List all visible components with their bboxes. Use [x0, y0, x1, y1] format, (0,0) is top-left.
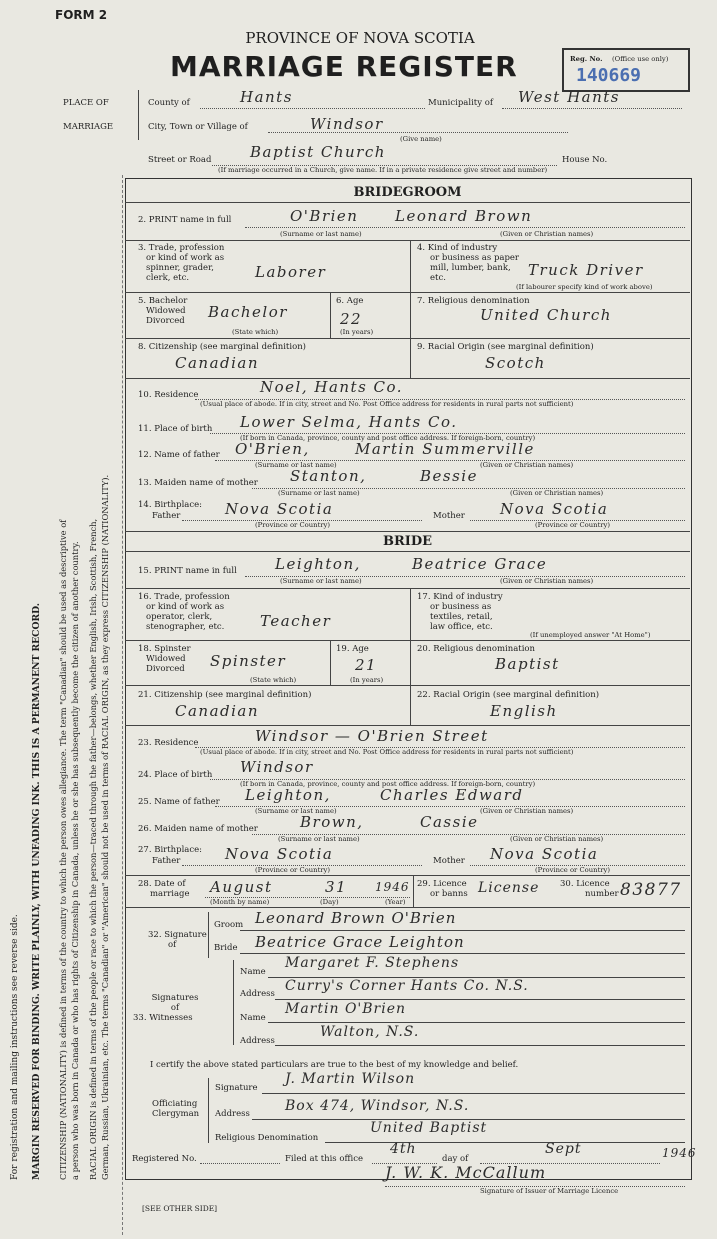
bride-citizenship-label: 21. Citizenship (see marginal definition): [138, 690, 312, 700]
rule: [125, 378, 690, 379]
rule: [240, 953, 685, 954]
groom-mother-birthplace: Nova Scotia: [500, 500, 609, 518]
bride-birth-note: (If born in Canada, province, county and post office address. If foreign-born, country): [240, 780, 536, 788]
county-value: Hants: [240, 88, 293, 106]
issuer-caption: Signature of Issuer of Marriage Licence: [480, 1187, 619, 1195]
bride-birthplace-label: 27. Birthplace:: [138, 845, 203, 855]
bride-birth-label: 24. Place of birth: [138, 770, 213, 780]
bride-father-surname: Leighton,: [245, 786, 331, 804]
municipality-value: West Hants: [518, 88, 620, 106]
bride-industry-label-4: law office, etc.: [430, 622, 493, 632]
form-label: FORM 2: [55, 8, 108, 22]
groom-industry-label-2: or business as paper: [430, 253, 519, 263]
groom-mother-surname-caption: (Surname or last name): [278, 489, 360, 497]
bride-mother-given-caption: (Given or Christian names): [510, 835, 604, 843]
bride-residence-note: (Usual place of abode. If in city, street and No. Post Office address for residents in rural parts not sufficient): [200, 748, 574, 756]
rule: [275, 1045, 685, 1046]
groom-name-label: 2. PRINT name in full: [138, 215, 232, 225]
municipality-line: [502, 108, 682, 109]
bride-religion-label: 20. Religious denomination: [417, 644, 536, 654]
reg-note: (Office use only): [612, 55, 669, 63]
bride-surname: Leighton,: [275, 555, 361, 573]
bride-trade-label-2: or kind of work as: [146, 602, 225, 612]
bride-residence: Windsor — O'Brien Street: [255, 727, 489, 745]
bride-trade-label-1: 16. Trade, profession: [138, 592, 230, 602]
rule: [208, 912, 209, 958]
groom-sig-label: Groom: [214, 920, 244, 930]
groom-surname-caption: (Surname or last name): [280, 230, 362, 238]
groom-industry-label-4: etc.: [430, 273, 446, 283]
rule: [268, 1022, 685, 1023]
rule: [125, 725, 690, 726]
rule: [125, 338, 690, 339]
filed-day: 4th: [390, 1141, 417, 1157]
groom-mother-label: 13. Maiden name of mother: [138, 478, 258, 488]
w2-address-label: Address: [240, 1036, 275, 1046]
rule: [233, 960, 234, 1045]
rule: [325, 1142, 685, 1143]
groom-father-given: Martin Summerville: [355, 440, 535, 458]
bride-mother-surname-caption: (Surname or last name): [278, 835, 360, 843]
binding-margin-line: [122, 175, 123, 1235]
w2-name-label: Name: [240, 1013, 266, 1023]
margin-line-2: MARGIN RESERVED FOR BINDING. WRITE PLAINLY, WITH UNFADING INK. THIS IS A PERMANENT RECORD.: [31, 603, 42, 1180]
rule: [125, 551, 690, 552]
rule: [208, 1078, 209, 1143]
groom-surname: O'Brien: [290, 207, 359, 225]
rule: [262, 1093, 685, 1094]
clergy-label-2: Clergyman: [152, 1109, 200, 1119]
groom-citizenship: Canadian: [175, 354, 260, 372]
sig-label-2: of: [168, 940, 177, 950]
rule: [125, 685, 690, 686]
licence-number: 83877: [620, 880, 682, 900]
clergy-signature: J. Martin Wilson: [285, 1071, 416, 1087]
margin-line-5: RACIAL ORIGIN is defined in terms of the people or race to which the person—traced through the father—belongs, whether English, Irish, Scottish, French,: [88, 518, 98, 1180]
groom-birth-label: 11. Place of birth: [138, 424, 213, 434]
groom-age-label: 6. Age: [336, 296, 364, 306]
licence-label-1: 29. Licence: [417, 879, 467, 889]
bride-age-label: 19. Age: [336, 644, 369, 654]
city-label: City, Town or Village of: [148, 122, 248, 132]
groom-trade: Laborer: [255, 263, 327, 281]
see-other-side: [SEE OTHER SIDE]: [142, 1204, 218, 1213]
year-caption: (Year): [385, 898, 406, 906]
groom-mother-bp-caption: (Province or Country): [535, 521, 610, 529]
bride-citizenship: Canadian: [175, 702, 260, 720]
groom-industry-label-3: mill, lumber, bank,: [430, 263, 511, 273]
rule: [410, 292, 411, 338]
bride-status-label-1: 18. Spinster: [138, 644, 191, 654]
registered-label: Registered No.: [132, 1154, 197, 1164]
groom-father-bp-caption: (Province or Country): [255, 521, 330, 529]
licence-type: License: [478, 880, 540, 896]
house-no-label: House No.: [562, 155, 608, 165]
date-label-2: marriage: [150, 889, 190, 899]
rule: [413, 875, 414, 907]
rule: [240, 930, 685, 931]
licence-number-label-1: 30. Licence: [560, 879, 610, 889]
licence-label-2: or banns: [430, 889, 468, 899]
rule: [125, 240, 690, 241]
groom-father-surname-caption: (Surname or last name): [255, 461, 337, 469]
groom-mother-surname: Stanton,: [290, 467, 367, 485]
rule: [125, 202, 690, 203]
place-label-2: MARRIAGE: [63, 122, 114, 132]
bride-given-caption: (Given or Christian names): [500, 577, 594, 585]
bride-age: 21: [355, 656, 378, 674]
city-value: Windsor: [310, 115, 384, 133]
groom-given: Leonard Brown: [395, 207, 533, 225]
province-heading: PROVINCE OF NOVA SCOTIA: [245, 29, 475, 47]
certify-statement: I certify the above stated particulars are true to the best of my knowledge and belief.: [150, 1060, 519, 1070]
rule: [330, 640, 331, 685]
bride-trade-label-3: operator, clerk,: [146, 612, 213, 622]
witness1-name: Margaret F. Stephens: [285, 955, 460, 971]
rule: [125, 292, 690, 293]
county-line: [200, 108, 425, 109]
rule: [245, 227, 685, 228]
denomination-label: Religious Denomination: [215, 1133, 319, 1143]
rule: [410, 240, 411, 292]
groom-residence-note: (Usual place of abode. If in city, street and No. Post Office address for residents in rural parts not sufficient): [200, 400, 574, 408]
groom-racial: Scotch: [485, 354, 546, 372]
w1-address-label: Address: [240, 989, 275, 999]
municipality-label: Municipality of: [428, 98, 493, 108]
groom-state-which: (State which): [232, 328, 279, 336]
bride-name-label: 15. PRINT name in full: [138, 566, 237, 576]
bride-in-years: (In years): [350, 676, 384, 684]
groom-birth-note: (If born in Canada, province, county and post office address. If foreign-born, country): [240, 434, 536, 442]
bride-surname-caption: (Surname or last name): [280, 577, 362, 585]
bride-racial-label: 22. Racial Origin (see marginal definition): [417, 690, 600, 700]
bride-father-bp-caption: (Province or Country): [255, 866, 330, 874]
bride-signature: Beatrice Grace Leighton: [255, 933, 465, 951]
groom-industry-label-1: 4. Kind of industry: [417, 243, 498, 253]
bride-mother-birthplace: Nova Scotia: [490, 845, 599, 863]
rule: [125, 875, 690, 876]
bride-father-bp-label: Father: [152, 856, 181, 866]
bride-given: Beatrice Grace: [412, 555, 548, 573]
sig-label-1: 32. Signature: [148, 930, 207, 940]
bride-mother-given: Cassie: [420, 813, 479, 831]
rule: [410, 338, 411, 378]
clergy-sig-label: Signature: [215, 1083, 258, 1093]
day-of-label: day of: [442, 1154, 469, 1164]
groom-father-bp-label: Father: [152, 511, 181, 521]
rule: [125, 907, 690, 908]
bride-racial: English: [490, 702, 558, 720]
date-label-1: 28. Date of: [138, 879, 186, 889]
groom-residence: Noel, Hants Co.: [260, 378, 404, 396]
rule: [410, 640, 411, 685]
bride-father-label: 25. Name of father: [138, 797, 220, 807]
reg-label: Reg. No.: [570, 55, 603, 63]
groom-birth: Lower Selma, Hants Co.: [240, 413, 458, 431]
groom-father-surname: O'Brien,: [235, 440, 310, 458]
month-caption: (Month by name): [210, 898, 270, 906]
witness1-address: Curry's Corner Hants Co. N.S.: [285, 978, 529, 994]
margin-line-4: a person who was born in Canada or who has rights of Citizenship in Canada, unless he or she has subsequently become the citizen of another country.: [70, 541, 80, 1180]
bride-mother-bp-caption: (Province or Country): [535, 866, 610, 874]
groom-status-label-2: Widowed: [146, 306, 186, 316]
bride-mother-surname: Brown,: [300, 813, 364, 831]
marriage-day: 31: [325, 878, 348, 896]
bride-residence-label: 23. Residence: [138, 738, 199, 748]
groom-signature: Leonard Brown O'Brien: [255, 909, 457, 927]
clergy-address: Box 474, Windsor, N.S.: [285, 1098, 470, 1114]
groom-father-given-caption: (Given or Christian names): [480, 461, 574, 469]
groom-father-birthplace: Nova Scotia: [225, 500, 334, 518]
groom-trade-label-4: clerk, etc.: [146, 273, 190, 283]
page-title: MARRIAGE REGISTER: [170, 50, 518, 83]
rule: [200, 1163, 280, 1164]
groom-trade-label-1: 3. Trade, profession: [138, 243, 225, 253]
bride-birth: Windsor: [240, 758, 314, 776]
reg-number-box: [562, 48, 690, 92]
bride-industry-label-2: or business as: [430, 602, 492, 612]
witness-label-3: 33. Witnesses: [133, 1013, 193, 1023]
groom-mother-given-caption: (Given or Christian names): [510, 489, 604, 497]
w1-name-label: Name: [240, 967, 266, 977]
marriage-year: 1946: [375, 880, 410, 894]
rule: [330, 292, 331, 338]
bride-status-label-3: Divorced: [146, 664, 185, 674]
bride-trade: Teacher: [260, 612, 332, 630]
witness2-name: Martin O'Brien: [285, 1001, 407, 1017]
groom-status-label-1: 5. Bachelor: [138, 296, 188, 306]
clergy-denomination: United Baptist: [370, 1120, 488, 1136]
bride-heading: BRIDE: [382, 534, 433, 549]
witness2-address: Walton, N.S.: [320, 1024, 420, 1040]
filed-year: 1946: [662, 1146, 697, 1160]
bride-industry-note: (If unemployed answer "At Home"): [530, 631, 651, 639]
place-bracket: [138, 90, 139, 140]
groom-religion-label: 7. Religious denomination: [417, 296, 530, 306]
bride-mother-bp-label: Mother: [433, 856, 465, 866]
groom-industry-note: (If labourer specify kind of work above): [516, 283, 653, 291]
groom-residence-label: 10. Residence: [138, 390, 199, 400]
bride-trade-label-4: stenographer, etc.: [146, 622, 225, 632]
witness-label-2: of: [170, 1003, 180, 1013]
groom-father-label: 12. Name of father: [138, 450, 220, 460]
filed-label: Filed at this office: [285, 1154, 364, 1164]
groom-age: 22: [340, 310, 363, 328]
bride-father-birthplace: Nova Scotia: [225, 845, 334, 863]
groom-status-label-3: Divorced: [146, 316, 185, 326]
witness-label-1: Signatures: [151, 993, 199, 1003]
street-note: (If marriage occurred in a Church, give name. If in a private residence give street and number): [218, 166, 548, 174]
bride-status-label-2: Widowed: [146, 654, 186, 664]
county-label: County of: [148, 98, 190, 108]
street-value: Baptist Church: [250, 143, 386, 161]
groom-mother-given: Bessie: [420, 467, 478, 485]
bride-father-surname-caption: (Surname or last name): [255, 807, 337, 815]
groom-trade-label-2: or kind of work as: [146, 253, 225, 263]
groom-given-caption: (Given or Christian names): [500, 230, 594, 238]
bride-sig-label: Bride: [214, 943, 238, 953]
place-label-1: PLACE OF: [63, 98, 109, 108]
clergy-label-1: Officiating: [152, 1099, 198, 1109]
bride-industry-label-3: textiles, retail,: [430, 612, 493, 622]
groom-status: Bachelor: [208, 303, 288, 321]
margin-line-6: German, Russian, Ukrainian, etc. The terms "Canadian" or "American" should not be used in terms of RACIAL ORIGIN, as they express CITIZENSHIP (NATIONALITY).: [100, 474, 110, 1180]
street-label: Street or Road: [148, 155, 212, 165]
bride-status: Spinster: [210, 652, 287, 670]
bride-mother-label: 26. Maiden name of mother: [138, 824, 258, 834]
issuer-signature: J. W. K. McCallum: [385, 1163, 547, 1182]
rule: [125, 588, 690, 589]
margin-line-1: For registration and mailing instructions see reverse side.: [10, 914, 20, 1180]
margin-line-3: CITIZENSHIP (NATIONALITY) is defined in terms of the country to which the person owes allegiance. The term "Canadian" should be used as descriptive of: [58, 519, 68, 1180]
rule: [125, 640, 690, 641]
rule: [275, 999, 685, 1000]
clergy-address-label: Address: [215, 1109, 250, 1119]
give-name-caption: (Give name): [400, 135, 442, 143]
groom-in-years: (In years): [340, 328, 374, 336]
bride-religion: Baptist: [495, 655, 560, 673]
rule: [410, 685, 411, 725]
bride-father-given-caption: (Given or Christian names): [480, 807, 574, 815]
groom-heading: BRIDEGROOM: [353, 185, 462, 200]
reg-number: 140669: [576, 65, 642, 86]
licence-number-label-2: number: [585, 889, 619, 899]
groom-citizenship-label: 8. Citizenship (see marginal definition): [138, 342, 306, 352]
rule: [410, 588, 411, 640]
groom-birthplace-label: 14. Birthplace:: [138, 500, 203, 510]
marriage-month: August: [210, 878, 273, 896]
bride-industry-label-1: 17. Kind of industry: [417, 592, 503, 602]
rule: [125, 531, 690, 532]
day-caption: (Day): [320, 898, 339, 906]
filed-month: Sept: [545, 1141, 582, 1157]
groom-racial-label: 9. Racial Origin (see marginal definition): [417, 342, 594, 352]
bride-father-given: Charles Edward: [380, 786, 524, 804]
groom-religion: United Church: [480, 306, 612, 324]
groom-mother-bp-label: Mother: [433, 511, 465, 521]
bride-state-which: (State which): [250, 676, 297, 684]
groom-trade-label-3: spinner, grader,: [146, 263, 214, 273]
margin-instructions: [10, 150, 120, 1190]
groom-industry: Truck Driver: [528, 261, 644, 279]
